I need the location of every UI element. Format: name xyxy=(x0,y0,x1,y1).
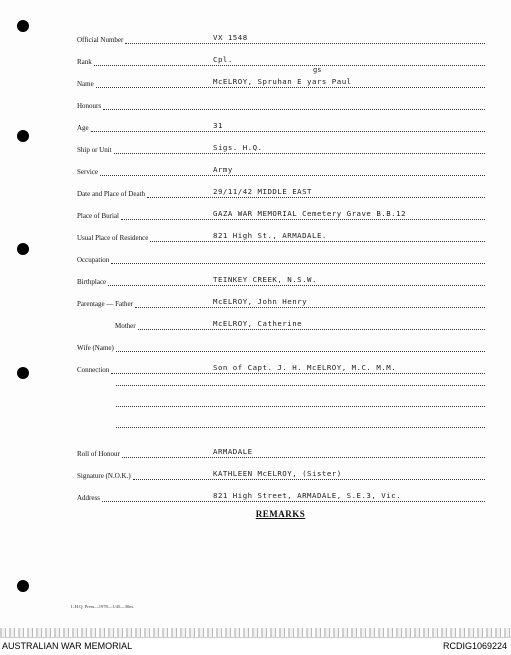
field-label: Connection xyxy=(77,366,110,374)
dotted-line xyxy=(114,143,485,154)
field-label: Date and Place of Death xyxy=(77,190,146,198)
field-label: Service xyxy=(77,168,98,176)
form-row xyxy=(77,74,485,88)
form-row xyxy=(77,52,485,66)
form-row xyxy=(77,140,485,154)
connection-continuation-line xyxy=(116,426,485,428)
form-row xyxy=(77,96,485,110)
field-label: Ship or Unit xyxy=(77,146,112,154)
field-value: VX 1548 xyxy=(213,33,248,42)
punch-hole xyxy=(17,130,29,142)
punch-hole xyxy=(17,367,29,379)
field-value: Sigs. H.Q. xyxy=(213,143,263,152)
form-row xyxy=(77,184,485,198)
dotted-line xyxy=(135,297,485,308)
dotted-line xyxy=(111,253,485,264)
dotted-line xyxy=(94,55,485,66)
field-value: 821 High St., ARMADALE. xyxy=(213,231,327,240)
connection-continuation-line xyxy=(116,384,485,386)
form-row xyxy=(77,30,485,44)
dotted-line xyxy=(103,99,485,110)
remarks-section xyxy=(0,502,511,521)
field-label: Roll of Honour xyxy=(77,450,120,458)
form-row xyxy=(77,294,485,308)
form-row xyxy=(77,272,485,286)
name-annotation: gs xyxy=(313,66,322,74)
field-value: McELROY, John Henry xyxy=(213,297,308,306)
field-value: McELROY, Catherine xyxy=(213,319,303,328)
left-margin-edge xyxy=(0,0,42,637)
field-label: Honours xyxy=(77,102,102,110)
form-row xyxy=(77,118,485,132)
form-row xyxy=(77,228,485,242)
dotted-line xyxy=(147,187,485,198)
footer-record-id: RCDIG1069224 xyxy=(442,641,507,651)
dotted-line xyxy=(125,33,485,44)
punch-hole xyxy=(17,20,29,32)
connection-continuation-line xyxy=(116,405,485,407)
field-value: ARMADALE xyxy=(213,447,253,456)
print-footnote: L.H.Q. Press—1978—1/45—30m. xyxy=(71,604,134,609)
form-row xyxy=(77,360,485,374)
dotted-line xyxy=(91,121,485,132)
field-value: TEINKEY CREEK, N.S.W. xyxy=(213,275,317,284)
field-value: GAZA WAR MEMORIAL Cemetery Grave B.B.12 xyxy=(213,209,407,218)
field-label: Place of Burial xyxy=(77,212,119,220)
form-row xyxy=(77,466,485,480)
dotted-line xyxy=(138,319,485,330)
field-label: Official Number xyxy=(77,36,124,44)
field-label: Usual Place of Residence xyxy=(77,234,149,242)
field-label: Name xyxy=(77,80,94,88)
dotted-line xyxy=(116,341,485,352)
punch-hole xyxy=(17,243,29,255)
footer-institution: AUSTRALIAN WAR MEMORIAL xyxy=(2,641,133,651)
field-label: Rank xyxy=(77,58,92,66)
field-value: KATHLEEN McELROY, (Sister) xyxy=(213,469,342,478)
footer-bar xyxy=(0,637,511,655)
field-value: Son of Capt. J. H. McELROY, M.C. M.M. xyxy=(213,363,397,372)
field-label: Occupation xyxy=(77,256,110,264)
field-label: Age xyxy=(77,124,89,132)
form-row xyxy=(77,250,485,264)
field-label: Wife (Name) xyxy=(77,344,114,352)
dotted-line xyxy=(122,447,485,458)
scan-edge-strip xyxy=(0,628,511,637)
field-label: Parentage — Father xyxy=(77,300,133,308)
field-value: 31 xyxy=(213,121,223,130)
form-row xyxy=(77,488,485,502)
field-label: Address xyxy=(77,494,100,502)
field-value: Army xyxy=(213,165,233,174)
form-row xyxy=(115,316,485,330)
field-label: Birthplace xyxy=(77,278,107,286)
field-value: McELROY, Spruhan E yars Paul xyxy=(213,77,352,86)
field-label: Signature (N.O.K.) xyxy=(77,472,131,480)
field-value: 821 High Street, ARMADALE, S.E.3, Vic. xyxy=(213,491,402,500)
form-row xyxy=(77,444,485,458)
remarks-heading: REMARKS xyxy=(255,509,306,519)
dotted-line xyxy=(100,165,485,176)
field-label: Mother xyxy=(115,322,136,330)
form-row xyxy=(77,162,485,176)
punch-hole xyxy=(17,580,29,592)
form-row xyxy=(77,338,485,352)
field-value: Cpl. xyxy=(213,55,233,64)
field-value: 29/11/42 MIDDLE EAST xyxy=(213,187,312,196)
form-row xyxy=(77,206,485,220)
